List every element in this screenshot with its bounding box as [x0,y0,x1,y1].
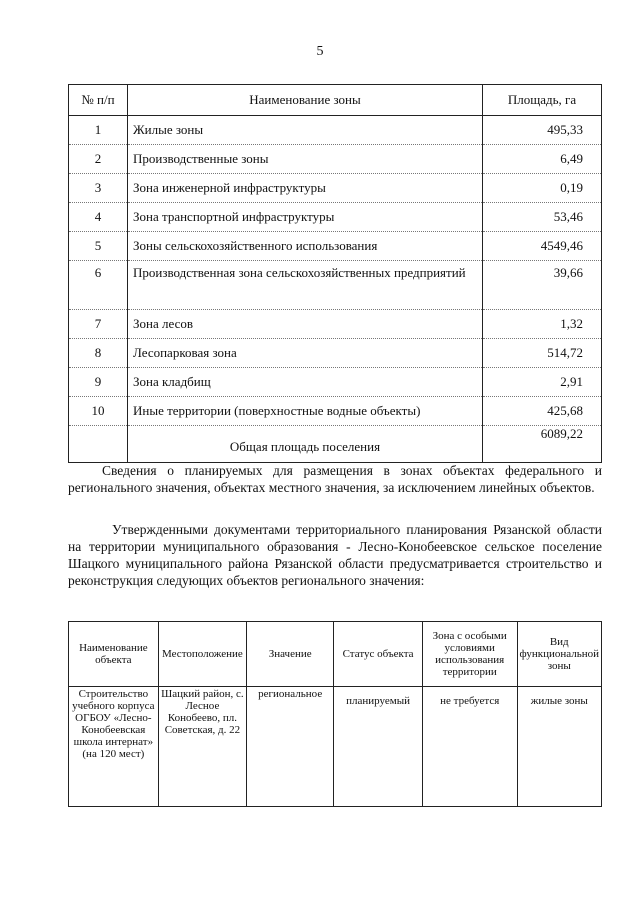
header-special-zone: Зона с особыми условиями использования территории [422,622,517,687]
total-row-spacer [69,426,128,463]
zones-table [68,84,602,463]
row-area: 514,72 [483,339,602,368]
table-row [69,310,602,339]
table-row [69,339,602,368]
header-area: Площадь, га [483,85,602,116]
row-zone-name: Иные территории (поверхностные водные объекты) [128,397,483,426]
row-zone-name: Зона лесов [128,310,483,339]
objects-table-header [69,622,602,687]
table-row [69,397,602,426]
total-label: Общая площадь поселения [128,426,483,463]
row-num: 7 [69,310,128,339]
table-row [69,174,602,203]
object-special-zone: не требуется [422,687,517,807]
paragraph-objects-info: Сведения о планируемых для размещения в зонах объектах федерального и регионального значения, объектах местного значения, за исключением линейных объектов. [68,463,602,495]
row-num: 2 [69,145,128,174]
total-row [69,426,602,463]
object-functional-zone: жилые зоны [517,687,602,807]
paragraph-planning-documents: Утвержденными документами территориального планирования Рязанской области на территории муниципального образования - Лесно-Конобеевское сельское поселение Шацкого муниципального района Рязанской области предусматривается строительство и реконструкция следующих объектов регионального значения: [68,522,602,588]
objects-table [68,621,602,807]
row-zone-name: Зона транспортной инфраструктуры [128,203,483,232]
row-zone-name: Лесопарковая зона [128,339,483,368]
row-num: 6 [69,261,128,310]
object-location: Шацкий район, с. Лесное Конобеево, пл. Советская, д. 22 [158,687,246,807]
row-area: 1,32 [483,310,602,339]
row-area: 495,33 [483,116,602,145]
row-num: 10 [69,397,128,426]
row-num: 4 [69,203,128,232]
row-zone-name: Зоны сельскохозяйственного использования [128,232,483,261]
object-significance: региональное [247,687,334,807]
header-num: № п/п [69,85,128,116]
table-row [69,203,602,232]
header-object-name: Наименование объекта [69,622,159,687]
row-area: 53,46 [483,203,602,232]
table-row [69,368,602,397]
row-area: 4549,46 [483,232,602,261]
row-num: 5 [69,232,128,261]
table-row [69,261,602,310]
table-row [69,145,602,174]
row-zone-name: Жилые зоны [128,116,483,145]
row-num: 8 [69,339,128,368]
header-zone-name: Наименование зоны [128,85,483,116]
table-row [69,116,602,145]
object-status: планируемый [334,687,423,807]
row-zone-name: Производственная зона сельскохозяйственных предприятий [128,261,483,310]
object-name: Строительство учебного корпуса ОГБОУ «Лесно-Конобеевская школа интернат» (на 120 мест) [69,687,159,807]
row-zone-name: Зона кладбищ [128,368,483,397]
page-number: 5 [316,44,324,59]
row-zone-name: Производственные зоны [128,145,483,174]
row-num: 3 [69,174,128,203]
header-significance: Значение [247,622,334,687]
row-num: 1 [69,116,128,145]
row-area: 425,68 [483,397,602,426]
row-area: 2,91 [483,368,602,397]
row-zone-name: Зона инженерной инфраструктуры [128,174,483,203]
total-value: 6089,22 [483,426,602,463]
zones-table-header [69,85,602,116]
row-area: 6,49 [483,145,602,174]
table-row [69,687,602,807]
header-functional-zone: Вид функциональной зоны [517,622,602,687]
header-location: Местоположение [158,622,246,687]
row-area: 39,66 [483,261,602,310]
row-num: 9 [69,368,128,397]
header-status: Статус объекта [334,622,423,687]
table-row [69,232,602,261]
row-area: 0,19 [483,174,602,203]
